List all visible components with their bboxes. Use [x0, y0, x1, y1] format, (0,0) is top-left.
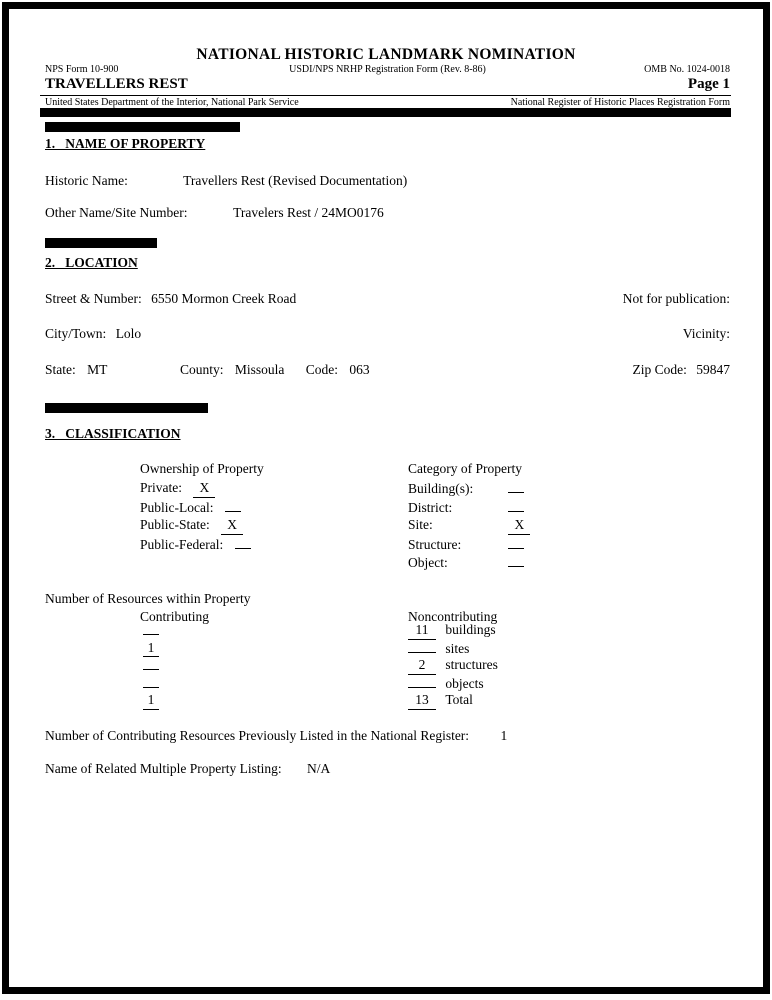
ownership-label: Public-Federal:	[140, 536, 224, 552]
form-meta-row	[45, 64, 730, 76]
category-value-blank	[508, 535, 524, 549]
header-divider	[40, 95, 731, 96]
ownership-label: Public-Local:	[140, 499, 214, 515]
ownership-row-public-state	[140, 516, 251, 535]
vicinity-label: Vicinity:	[682, 326, 730, 341]
county-label: County:	[180, 362, 224, 377]
section3-heading: 3. CLASSIFICATION	[45, 426, 181, 441]
ownership-heading: Ownership of Property	[140, 461, 264, 476]
city-label: City/Town:	[45, 326, 107, 341]
noncontributing-row-structures	[408, 656, 498, 674]
city-row	[45, 326, 730, 342]
state-label: State:	[45, 362, 76, 377]
code-label: Code:	[305, 362, 339, 377]
category-row-structure	[408, 535, 530, 554]
noncontributing-row-sites	[408, 639, 498, 657]
previously-listed-value: 1	[500, 728, 508, 743]
resource-type-label: buildings	[445, 622, 496, 637]
multiple-property-row	[45, 761, 730, 777]
ownership-label: Private:	[140, 480, 182, 495]
page-number: Page 1	[687, 76, 730, 92]
category-column	[408, 479, 530, 572]
ownership-row-private	[140, 479, 251, 498]
category-label: Object:	[408, 555, 448, 570]
section1-bar	[45, 122, 240, 132]
noncontributing-value-blank	[408, 674, 436, 688]
contributing-heading: Contributing	[140, 609, 210, 624]
section1-heading: 1. NAME OF PROPERTY	[45, 136, 206, 151]
register-form-name: National Register of Historic Places Registration Form	[510, 97, 730, 108]
ownership-row-public-local	[140, 498, 251, 517]
ownership-value-blank: X	[221, 516, 243, 535]
contributing-column	[143, 621, 159, 709]
state-row	[45, 362, 730, 378]
category-label: Site:	[408, 517, 433, 532]
resource-type-label: sites	[445, 640, 470, 656]
property-name: TRAVELLERS REST	[45, 76, 188, 92]
state-value: MT	[87, 362, 108, 377]
resources-heading: Number of Resources within Property	[45, 591, 251, 606]
zip-value: 59847	[696, 362, 730, 377]
document-title: NATIONAL HISTORIC LANDMARK NOMINATION	[196, 46, 576, 63]
other-name-label: Other Name/Site Number:	[45, 205, 188, 220]
noncontributing-value-blank: 11	[408, 621, 436, 640]
contributing-blank-row	[143, 656, 159, 674]
noncontributing-value-blank: 2	[408, 656, 436, 675]
zip-group	[633, 362, 731, 378]
street-label: Street & Number:	[45, 291, 142, 306]
contributing-value-blank	[143, 674, 159, 688]
multiple-property-value: N/A	[306, 761, 331, 776]
section2-bar	[45, 238, 157, 248]
contributing-blank-row	[143, 639, 159, 657]
historic-name-row	[45, 173, 730, 189]
ownership-column	[140, 479, 251, 553]
category-row-object	[408, 553, 530, 572]
category-value-blank	[508, 553, 524, 567]
previously-listed-row	[45, 728, 730, 744]
contributing-value-blank	[143, 656, 159, 670]
ownership-label: Public-State:	[140, 517, 210, 532]
street-row	[45, 291, 730, 307]
contributing-value-blank: 1	[143, 691, 159, 710]
property-name-row	[45, 76, 730, 94]
category-row-buildings	[408, 479, 530, 498]
omb-number: OMB No. 1024-0018	[644, 64, 730, 75]
county-group	[180, 362, 370, 378]
contributing-blank-row	[143, 621, 159, 639]
resource-type-label: structures	[445, 657, 498, 672]
city-value: Lolo	[115, 326, 142, 341]
noncontributing-value-blank: 13	[408, 691, 436, 710]
form-revision: USDI/NPS NRHP Registration Form (Rev. 8-86)	[289, 64, 486, 75]
other-name-row	[45, 205, 730, 221]
noncontributing-heading: Noncontributing	[408, 609, 498, 624]
category-value-blank	[508, 498, 524, 512]
noncontributing-column	[408, 621, 498, 709]
not-for-publication-label: Not for publication:	[622, 291, 730, 306]
multiple-property-label: Name of Related Multiple Property Listing:	[45, 761, 282, 776]
form-number: NPS Form 10-900	[45, 64, 119, 75]
category-label: Structure:	[408, 536, 462, 552]
ownership-row-public-federal	[140, 535, 251, 554]
other-name-value: Travelers Rest / 24MO0176	[233, 205, 384, 220]
noncontributing-row-buildings	[408, 621, 498, 639]
category-row-site	[408, 516, 530, 535]
category-heading: Category of Property	[408, 461, 522, 476]
historic-name-label: Historic Name:	[45, 173, 128, 188]
ownership-value-blank: X	[193, 479, 215, 498]
zip-label: Zip Code:	[632, 362, 687, 377]
street-value: 6550 Mormon Creek Road	[151, 291, 297, 306]
category-value-blank	[508, 479, 524, 493]
code-value: 063	[349, 362, 370, 377]
category-label: Building(s):	[408, 481, 474, 496]
section3-bar	[45, 403, 208, 413]
ownership-value-blank	[235, 535, 251, 549]
noncontributing-value-blank	[408, 639, 436, 653]
historic-name-value: Travellers Rest (Revised Documentation)	[183, 173, 408, 188]
contributing-blank-row	[143, 691, 159, 709]
noncontributing-row-objects	[408, 674, 498, 692]
resource-type-label: Total	[445, 692, 473, 707]
header-thick-bar	[40, 108, 731, 117]
noncontributing-row-total	[408, 691, 498, 709]
county-value: Missoula	[234, 362, 285, 377]
resource-type-label: objects	[445, 675, 484, 691]
contributing-value-blank	[143, 621, 159, 635]
department-name: United States Department of the Interior, National Park Service	[45, 97, 299, 108]
contributing-blank-row	[143, 674, 159, 692]
category-value-blank: X	[508, 516, 530, 535]
section2-heading: 2. LOCATION	[45, 255, 138, 270]
category-label: District:	[408, 499, 453, 515]
previously-listed-label: Number of Contributing Resources Previously Listed in the National Register:	[45, 728, 470, 743]
ownership-value-blank	[225, 498, 241, 512]
category-row-district	[408, 498, 530, 517]
contributing-value-blank: 1	[143, 639, 159, 658]
